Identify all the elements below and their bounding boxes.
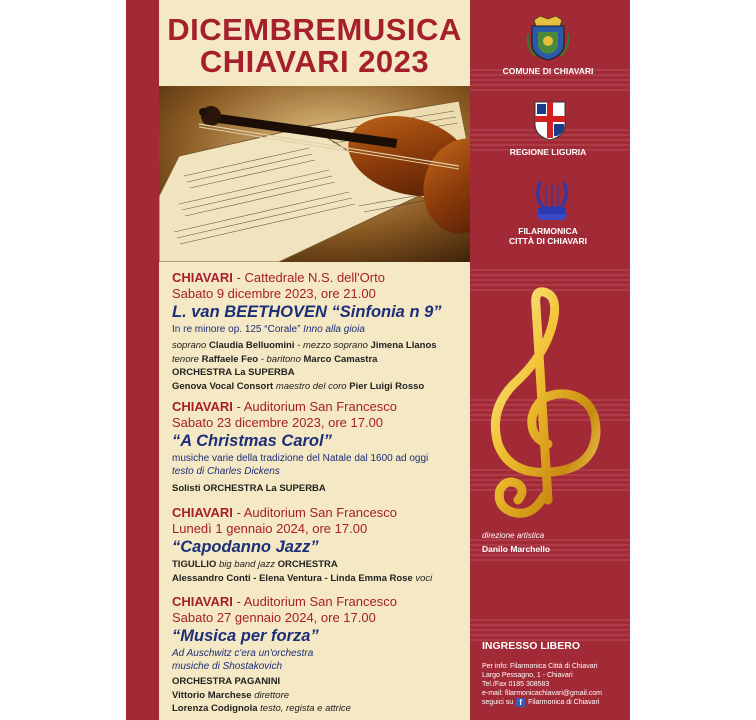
- facebook-icon[interactable]: f: [516, 698, 525, 707]
- event-title: “Musica per forza”: [172, 627, 319, 645]
- festival-title: DICEMBREMUSICA: [167, 12, 462, 47]
- event-capodanno-jazz: [172, 505, 467, 585]
- event-date: Sabato 27 gennaio 2024, ore 17.00: [172, 610, 376, 625]
- artistic-director-name: Danilo Marchello: [482, 544, 551, 554]
- event-location: CHIAVARI - Auditorium San Francesco: [172, 594, 397, 609]
- performers-line: Alessandro Conti - Elena Ventura - Linda Emma Rose voci: [172, 572, 433, 584]
- performers-line: Lorenza Codignola testo, regista e attrice: [172, 703, 351, 714]
- performers-line: tenore Raffaele Feo - baritono Marco Camastra: [172, 353, 378, 365]
- event-subtitle: Ad Auschwitz c'era un'orchestra: [172, 648, 314, 659]
- event-date: Lunedì 1 gennaio 2024, ore 17.00: [172, 521, 368, 536]
- filarmonica-label: FILARMONICA CITTÀ DI CHIAVARI: [508, 226, 588, 246]
- event-title: “A Christmas Carol”: [172, 432, 332, 450]
- event-title: “Capodanno Jazz”: [172, 538, 319, 556]
- free-entry-label: INGRESSO LIBERO: [482, 640, 581, 652]
- festival-subtitle: CHIAVARI 2023: [199, 44, 430, 79]
- event-beethoven: [172, 270, 467, 393]
- event-subtitle: In re minore op. 125 “Corale” Inno alla gioia: [172, 324, 365, 335]
- artistic-direction-label: direzione artistica: [482, 531, 545, 540]
- regione-label: REGIONE LIGURIA: [509, 147, 587, 157]
- event-date: Sabato 23 dicembre 2023, ore 17.00: [172, 415, 384, 430]
- event-musica-per-forza: [172, 594, 467, 716]
- event-christmas-carol: [172, 399, 467, 496]
- facebook-page-link[interactable]: Filarmonica di Chiavari: [528, 699, 600, 706]
- event-date: Sabato 9 dicembre 2023, ore 21.00: [172, 286, 376, 301]
- event-subtitle: testo di Charles Dickens: [172, 466, 280, 477]
- event-location: CHIAVARI - Auditorium San Francesco: [172, 505, 397, 520]
- event-location: CHIAVARI - Auditorium San Francesco: [172, 399, 397, 414]
- performers-line: soprano Claudia Belluomini - mezzo soprano Jimena Llanos: [172, 340, 437, 351]
- event-subtitle: musiche varie della tradizione del Natale dal 1600 ad oggi: [172, 453, 429, 464]
- social-line: seguici su f Filarmonica di Chiavari: [482, 698, 600, 707]
- orchestra-line: ORCHESTRA La SUPERBA: [172, 367, 295, 378]
- event-subtitle: musiche di Shostakovich: [172, 661, 283, 672]
- contact-info: Per info: Filarmonica Città di Chiavari Largo Pessagno, 1 - Chiavari Tel./Fax 0185 308583 e-mail: filarmonicachiavari@gmail.com: [482, 663, 602, 697]
- violin-sheet-music-photo: [159, 86, 470, 262]
- event-title: L. van BEETHOVEN “Sinfonia n 9”: [172, 303, 442, 321]
- orchestra-line: Solisti ORCHESTRA La SUPERBA: [172, 483, 326, 494]
- comune-crest-icon: [526, 14, 570, 67]
- choir-line: Genova Vocal Consort maestro del coro Pier Luigi Rosso: [172, 380, 425, 392]
- event-location: CHIAVARI - Cattedrale N.S. dell'Orto: [172, 270, 385, 285]
- orchestra-line: ORCHESTRA PAGANINI: [172, 676, 281, 687]
- regione-liguria-shield-icon: [533, 100, 567, 147]
- performers-line: Vittorio Marchese direttore: [172, 689, 290, 701]
- treble-clef-icon: [482, 286, 612, 525]
- comune-label: COMUNE DI CHIAVARI: [502, 66, 594, 76]
- orchestra-line: TIGULLIO big band jazz ORCHESTRA: [172, 559, 338, 570]
- filarmonica-lyre-icon: [532, 178, 572, 227]
